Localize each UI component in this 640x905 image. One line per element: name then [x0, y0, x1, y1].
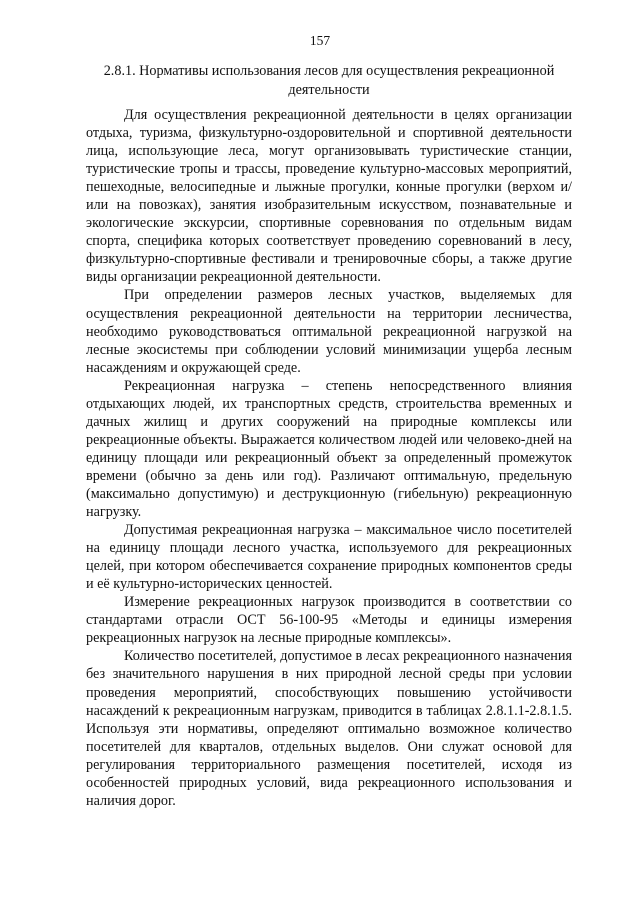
- page-number: 157: [309, 33, 331, 48]
- paragraph-visitor-norms: Количество посетителей, допустимое в лесах рекреационного назначения без значительного нарушения в них природной лесной среды при условии проведения мероприятий, способствующих повышению устойчивости насаждений к рекреационным нагрузкам, приводится в таблицах 2.8.1.1-2.8.1.5. Используя эти нормативы, определяют оптимально возможное количество посетителей для кварталов, отдельных выделов. Они служат основой для регулирования территориального размещения посетителей, исходя из особенностей природных условий, вида рекреационного использования и наличия дорог.: [86, 648, 572, 809]
- paragraph-plot-sizing: При определении размеров лесных участков, выделяемых для осуществления рекреационной деятельности на территории лесничества, необходимо руководствоваться оптимальной рекреационной нагрузкой на лесные экосистемы при соблюдении условий минимизации ущерба лесным насаждениям и окружающей среде.: [86, 287, 572, 376]
- paragraph-recreation-activities: Для осуществления рекреационной деятельности в целях организации отдыха, туризма, физкультурно-оздоровительной и спортивной деятельности лица, использующие леса, могут организовывать туристические станции, туристические тропы и трассы, проведение культурно-массовых мероприятий, пешеходные, велосипедные и лыжные прогулки, конные прогулки (верхом и/или на повозках), занятия изобразительным искусством, познавательные и экологические экскурсии, спортивные соревнования по отдельным видам спорта, специфика которых соответствует проведению соревнований в лесу, физкультурно-спортивные фестивали и тренировочные сборы, а также другие виды организации рекреационной деятельности.: [86, 107, 572, 286]
- body-text: [86, 106, 572, 810]
- paragraph-permissible-load: Допустимая рекреационная нагрузка – максимальное число посетителей на единицу площади лесного участка, используемого для рекреационных целей, при котором обеспечивается сохранение природных компонентов среды и её культурно-исторических ценностей.: [86, 522, 572, 593]
- paragraph-measurement-standard: Измерение рекреационных нагрузок производится в соответствии со стандартами отрасли ОСТ 56-100-95 «Методы и единицы измерения рекреационных нагрузок на лесные природные комплексы».: [86, 594, 572, 647]
- paragraph-recreational-load-definition: Рекреационная нагрузка – степень непосредственного влияния отдыхающих людей, их транспортных средств, строительства временных и дачных жилищ и других сооружений на природные комплексы или рекреационные объекты. Выражается количеством людей или человеко-дней на единицу площади или рекреационный объект за определенный промежуток времени (обычно за день или год). Различают оптимальную, предельную (максимально допустимую) и деструкционную (гибельную) рекреационную нагрузку.: [86, 377, 572, 521]
- section-heading: 2.8.1. Нормативы использования лесов для осуществления рекреационной деятельности: [103, 63, 555, 98]
